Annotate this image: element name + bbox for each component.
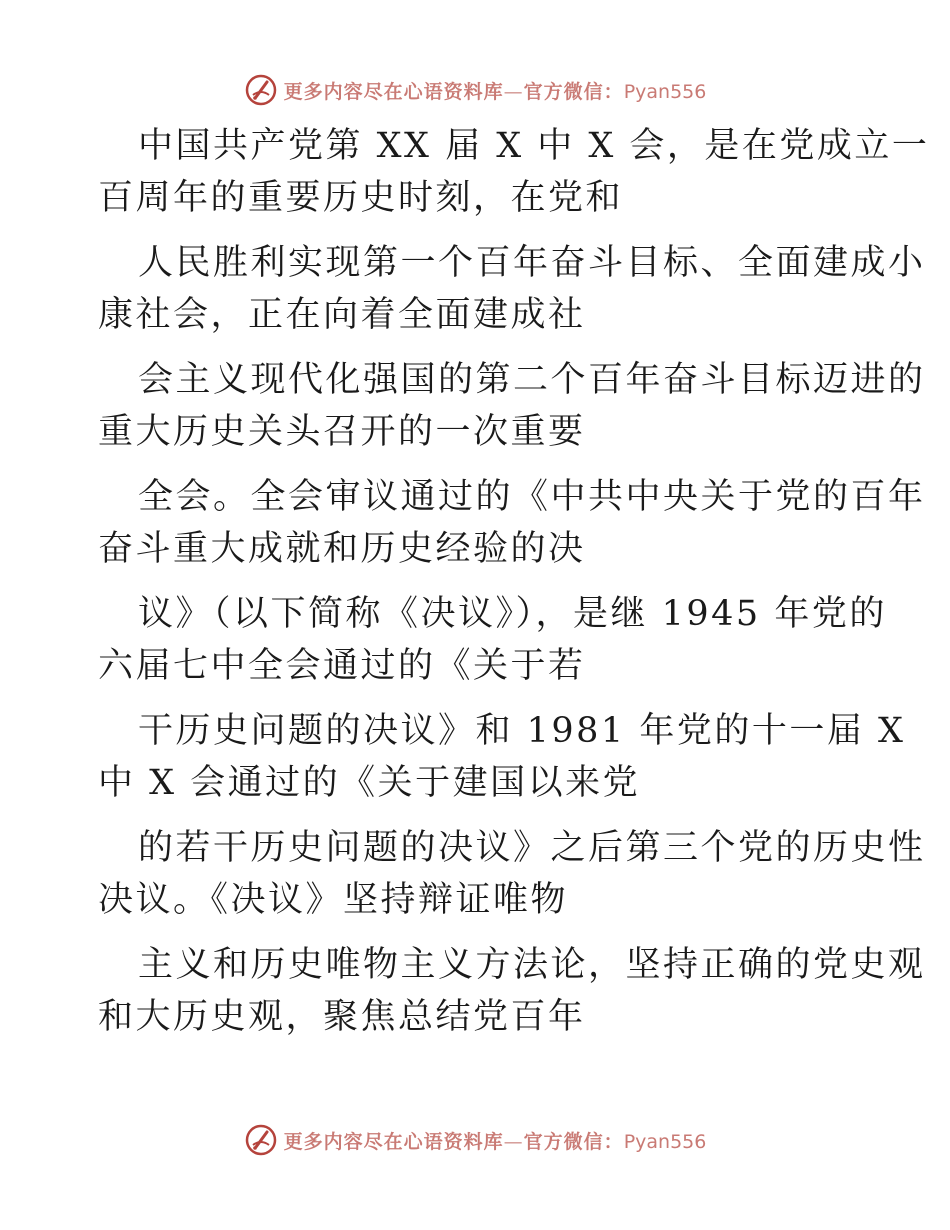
paragraph-line: 干历史问题的决议》和 1981 年党的十一届 X (138, 711, 906, 751)
paragraph (98, 471, 926, 575)
paragraph (98, 939, 926, 1043)
paragraph-line: 议》（以下简称《决议》），是继 1945 年党的 (138, 594, 887, 634)
paragraph-line: 和大历史观，聚焦总结党百年 (98, 997, 586, 1037)
paragraph (98, 120, 930, 224)
paragraph (98, 237, 926, 341)
paragraph-line: 会主义现代化强国的第二个百年奋斗目标迈进的 (138, 360, 926, 400)
paragraph-line: 全会。全会审议通过的《中共中央关于党的百年 (138, 477, 926, 517)
watermark-text: 更多内容尽在心语资料库—官方微信：Pyan556 (283, 1130, 707, 1153)
paragraph (98, 822, 926, 926)
paragraph-line: 的若干历史问题的决议》之后第三个党的历史性 (138, 828, 926, 868)
paragraph-line: 康社会，正在向着全面建成社 (98, 295, 586, 335)
paragraph-line: 人民胜利实现第一个百年奋斗目标、全面建成小 (138, 243, 926, 283)
paragraph-line: 主义和历史唯物主义方法论，坚持正确的党史观 (138, 945, 926, 985)
paragraph-line: 中国共产党第 XX 届 X 中 X 会，是在党成立一 (138, 126, 930, 166)
document-body (98, 120, 930, 1056)
header-watermark (0, 70, 950, 110)
paragraph (98, 354, 926, 458)
paragraph (98, 588, 887, 692)
paragraph-line: 奋斗重大成就和历史经验的决 (98, 529, 586, 569)
book-pen-logo-icon (244, 1123, 278, 1157)
paragraph-line: 决议。《决议》坚持辩证唯物 (98, 880, 569, 920)
footer-watermark (0, 1120, 950, 1160)
book-pen-logo-icon (244, 73, 278, 107)
paragraph (98, 705, 906, 809)
paragraph-line: 六届七中全会通过的《关于若 (98, 646, 586, 686)
paragraph-line: 重大历史关头召开的一次重要 (98, 412, 586, 452)
watermark-text: 更多内容尽在心语资料库—官方微信：Pyan556 (283, 80, 707, 103)
paragraph-line: 中 X 会通过的《关于建国以来党 (98, 763, 641, 803)
paragraph-line: 百周年的重要历史时刻，在党和 (98, 178, 624, 218)
